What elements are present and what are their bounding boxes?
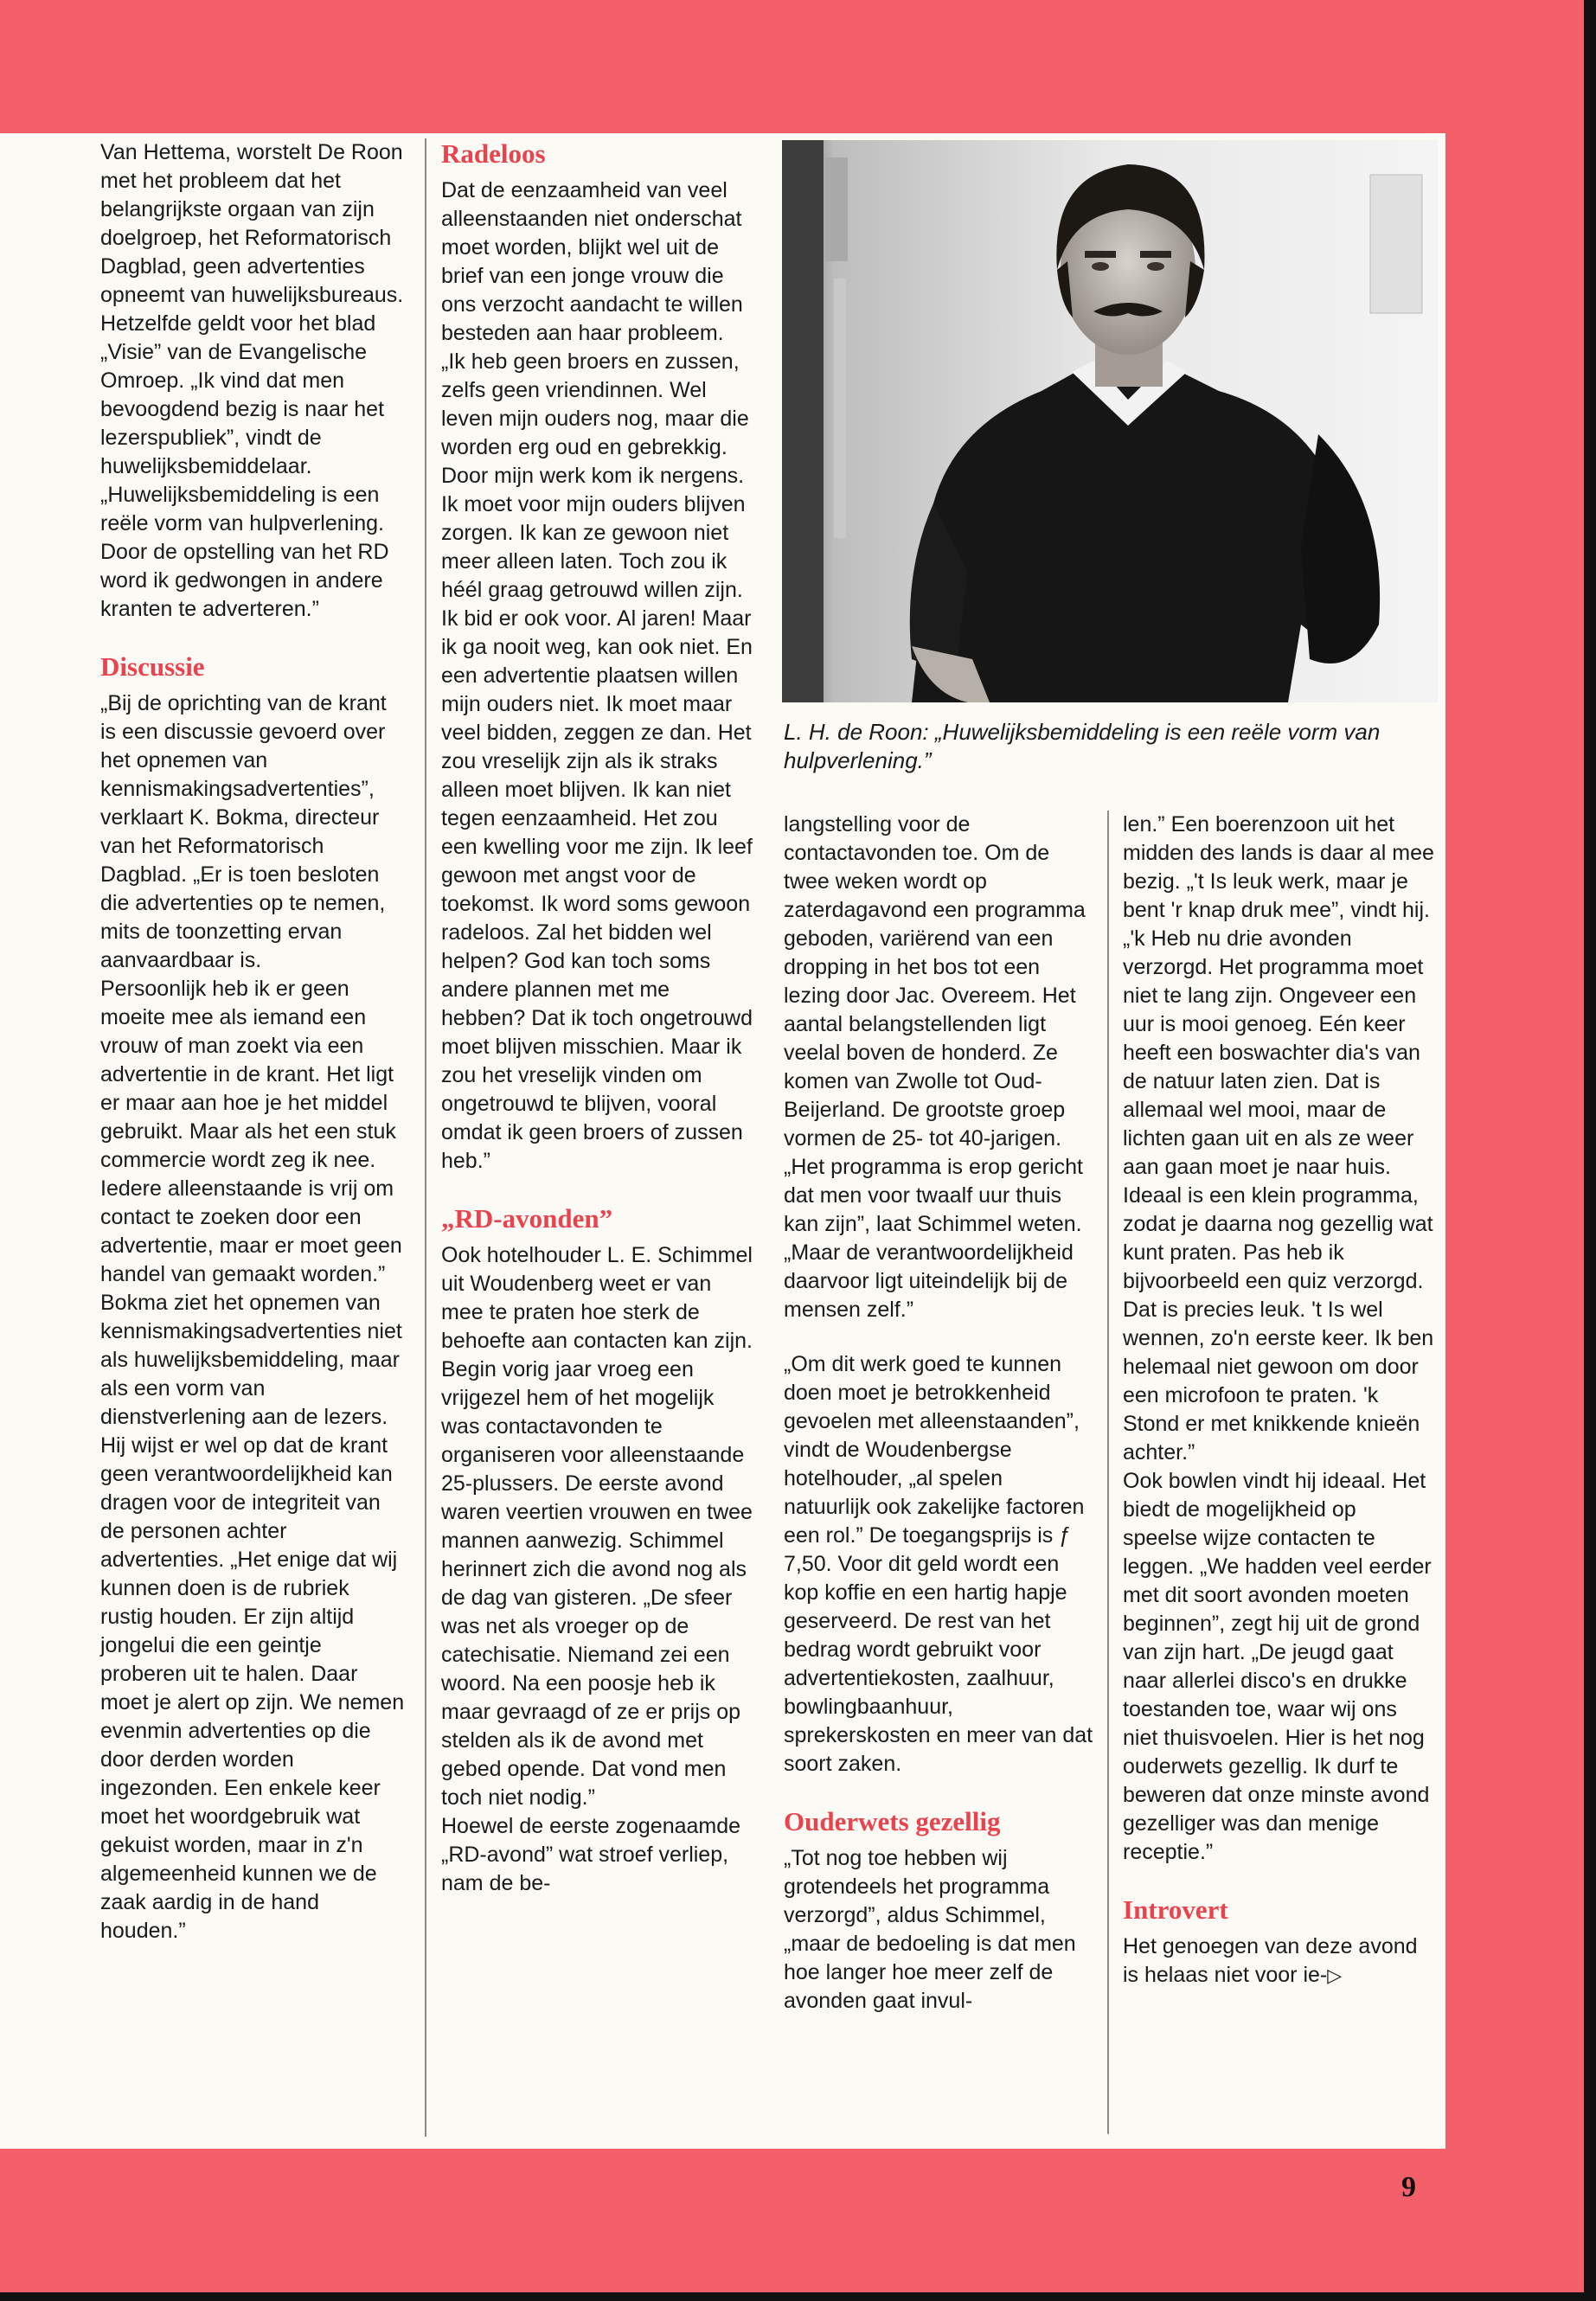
column-rule [425, 138, 426, 2137]
paragraph: Ook hotelhouder L. E. Schimmel uit Woudenberg weet er van mee te praten hoe sterk de behoefte aan contacten kan zijn. Begin vorig jaar vroeg een vrijgezel hem of het mogelijk was contactavonden te organiseren voor alleenstaande 25-plussers. De eerste avond waren veertien vrouwen en twee mannen aanwezig. Schimmel herinnert zich die avond nog als de dag van gisteren. „De sfeer was net als vroeger op de catechisatie. Niemand zei een woord. Na een poosje heb ik maar gevraagd of ze er prijs op stelden als ik de avond met gebed opende. Dat vond men toch niet nodig.” [441, 1243, 753, 1810]
paragraph: „Ik heb geen broers en zussen, zelfs geen vriendinnen. Wel leven mijn ouders nog, maar die worden erg oud en gebrekkig. Door mijn werk kom ik nergens. Ik moet voor mijn ouders blijven zorgen. Ik kan ze gewoon niet meer alleen laten. Toch zou ik héél graag getrouwd willen zijn. Ik bid er ook voor. Al jaren! Maar ik ga nooit weg, kan ook niet. En een advertentie plaatsen willen mijn ouders niet. Ik moet maar veel bidden, zeggen ze dan. Het zou vreselijk zijn als ik straks alleen moet blijven. Ik kan niet tegen eenzaamheid. Het zou een kwelling voor me zijn. Ik leef gewoon met angst voor de toekomst. Ik word soms gewoon radeloos. Zal het bidden wel helpen? God kan toch soms andere plannen met me hebben? Dat ik toch ongetrouwd moet blijven misschien. Maar ik zou het vreselijk vinden om ongetrouwd te blijven, vooral omdat ik geen broers of zussen heb.” [441, 349, 753, 1173]
continue-arrow-icon: ▷ [1327, 1965, 1343, 1986]
scan-edge [1584, 0, 1596, 2301]
paragraph: Ideaal is een klein programma, zodat je daarna nog gezellig wat kunt praten. Pas heb ik bijvoorbeeld een quiz verzorgd. Dat is precies leuk. 't Is wel wennen, zo'n eerste keer. Ik ben helemaal niet gewoon om door een microfoon te praten. 'k Stond er met knikkende knieën achter.” [1123, 1183, 1434, 1465]
paragraph: len.” Een boerenzoon uit het midden des lands is daar al mee bezig. „'t Is leuk werk, maar je bent 'r knap druk mee”, vindt hij. „'k Heb nu drie avonden verzorgd. Het programma moet niet te lang zijn. Ongeveer een uur is mooi genoeg. Eén keer heeft een boswachter dia's van de natuur laten zien. Dat is allemaal wel mooi, maar de lichten gaan uit en als ze weer aan gaan moet je naar huis. [1123, 812, 1434, 1179]
article-column-4 [1123, 811, 1436, 1990]
paragraph: Ook bowlen vindt hij ideaal. Het biedt de mogelijkheid op speelse wijze contacten te leggen. „We hadden veel eerder met dit soort avonden moeten beginnen”, zegt hij uit de grond van zijn hart. „De jeugd gaat naar allerlei disco's en drukke toestanden toe, waar wij ons niet thuisvoelen. Hier is het nog ouderwets gezellig. Ik durf te beweren dat onze minste avond gezelliger was dan menige receptie.” [1123, 1469, 1432, 1864]
paragraph: „Bij de oprichting van de krant is een discussie gevoerd over het opnemen van kennismakingsadvertenties”, verklaart K. Bokma, directeur van het Reformatorisch Dagblad. „Er is toen besloten die advertenties op te nemen, mits de toonzetting ervan aanvaardbaar is. [100, 691, 387, 972]
paragraph: „Tot nog toe hebben wij grotendeels het programma verzorgd”, aldus Schimmel, „maar de bedoeling is dat men hoe langer hoe meer zelf de avonden gaat invul- [784, 1846, 1076, 2013]
section-heading-discussie: Discussie [100, 651, 205, 682]
article-column-2 [441, 137, 753, 1898]
section-heading-radeloos: Radeloos [441, 138, 546, 169]
article-column-1 [100, 138, 407, 1945]
paragraph: Van Hettema, worstelt De Roon met het probleem dat het belangrijkste orgaan van zijn doelgroep, het Reformatorisch Dagblad, geen advertenties opneemt van huwelijksbureaus. Hetzelfde geldt voor het blad „Visie” van de Evangelische Omroep. „Ik vind dat men bevoogdend bezig is naar het lezerspubliek”, vindt de huwelijksbemiddelaar. „Huwelijksbemiddeling is een reële vorm van hulpverlening. Door de opstelling van het RD word ik gedwongen in andere kranten te adverteren.” [100, 140, 404, 621]
paragraph: „Om dit werk goed te kunnen doen moet je betrokkenheid gevoelen met alleenstaanden”, vindt de Woudenbergse hotelhouder, „al spelen natuurlijk ook zakelijke factoren een rol.” De toegangsprijs is ƒ 7,50. Voor dit geld wordt een kop koffie en een hartig hapje geserveerd. De rest van het bedrag wordt gebruikt voor advertentiekosten, zaalhuur, bowlingbaanhuur, sprekerskosten en meer van dat soort zaken. [784, 1352, 1093, 1776]
paragraph [1123, 1932, 1436, 1990]
section-heading-rd-avonden: „RD-avonden” [441, 1203, 613, 1234]
scan-bottom-edge [0, 2292, 1596, 2301]
section-heading-introvert: Introvert [1123, 1894, 1228, 1925]
section-heading-ouderwets-gezellig: Ouderwets gezellig [784, 1806, 1001, 1836]
paragraph: Bokma ziet het opnemen van kennismakingsadvertenties niet als huwelijksbemiddeling, maar als een vorm van dienstverlening aan de lezers. Hij wijst er wel op dat de krant geen verantwoordelijkheid kan dragen voor de integriteit van de personen achter advertenties. „Het enige dat wij kunnen doen is de rubriek rustig houden. Er zijn altijd jongelui die een geintje proberen uit te halen. Daar moet je alert op zijn. We nemen evenmin advertenties op die door derden worden ingezonden. Een enkele keer moet het woordgebruik wat gekuist worden, maar in z'n algemeenheid kunnen we de zaak aardig in de hand houden.” [100, 1291, 405, 1943]
paragraph: Persoonlijk heb ik er geen moeite mee als iemand een vrouw of man zoekt via een advertentie in de krant. Het ligt er maar aan hoe je het middel gebruikt. Maar als het een stuk commercie wordt zeg ik nee. Iedere alleenstaande is vrij om contact te zoeken door een advertentie, maar er moet geen handel van gemaakt worden.” [100, 977, 402, 1286]
article-column-3 [784, 811, 1093, 2016]
portrait-photo-image [782, 140, 1438, 702]
right-color-band [1445, 133, 1596, 2149]
paragraph: Hoewel de eerste zogenaamde „RD-avond” wat stroef verliep, nam de be- [441, 1814, 741, 1895]
paragraph: Dat de eenzaamheid van veel alleenstaanden niet onderschat moet worden, blijkt wel uit de brief van een jonge vrouw die ons verzocht aandacht te willen besteden aan haar probleem. [441, 178, 743, 345]
bottom-color-band [0, 2149, 1596, 2292]
column-rule [1107, 811, 1109, 2134]
portrait-photo [782, 140, 1438, 702]
paragraph: langstelling voor de contactavonden toe. Om de twee weken wordt op zaterdagavond een programma geboden, variërend van een dropping in het bos tot een lezing door Jac. Overeem. Het aantal belangstellenden ligt veelal boven de honderd. Ze komen van Zwolle tot Oud-Beijerland. De grootste groep vormen de 25- tot 40-jarigen. „Het programma is erop gericht dat men voor twaalf uur thuis kan zijn”, laat Schimmel weten. „Maar de verantwoordelijkheid daarvoor ligt uiteindelijk bij de mensen zelf.” [784, 812, 1086, 1322]
top-color-band [0, 0, 1596, 133]
paragraph-text: Het genoegen van deze avond is helaas niet voor ie- [1123, 1934, 1418, 1987]
photo-caption: L. H. de Roon: „Huwelijksbemiddeling is een reële vorm van hulpverlening.” [784, 719, 1381, 773]
page-number: 9 [1401, 2171, 1416, 2203]
